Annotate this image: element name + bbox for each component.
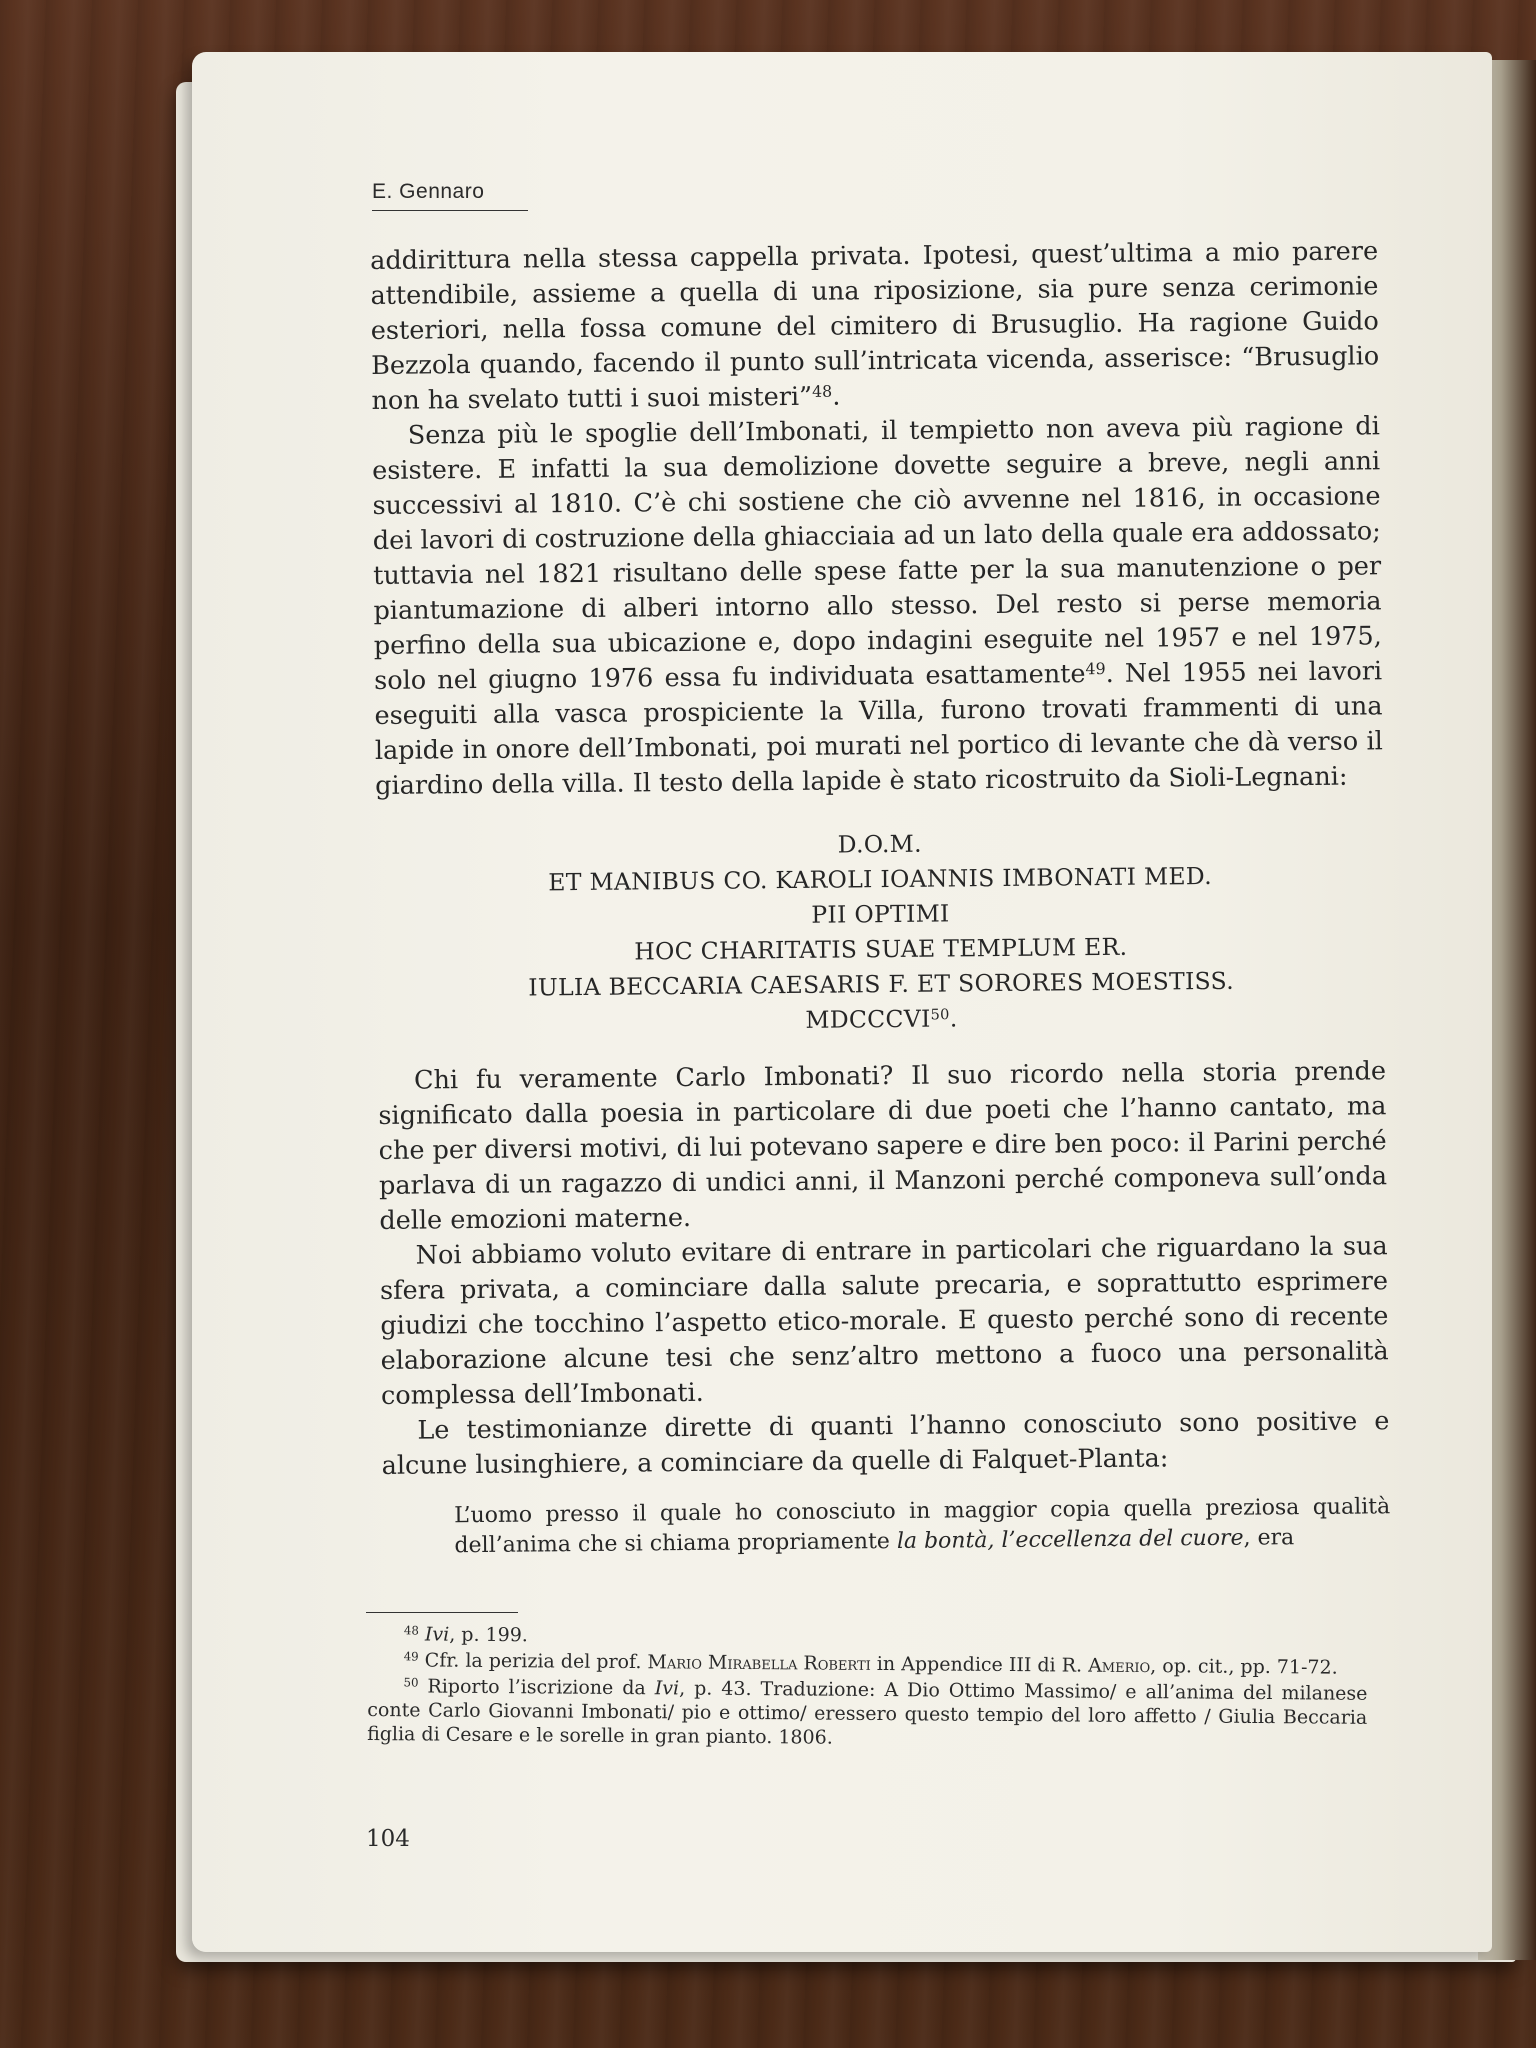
quote-italic: la bontà, l’eccellenza del cuore [896, 1525, 1244, 1555]
inscription-line-4: HOC CHARITATIS SUAE TEMPLUM ER. [634, 932, 1128, 966]
footnote-50-text-2: , p. 43. Traduzione: A Dio Ottimo Massimo/ e all’anima del milanese conte Carlo Giovanni Imbonati/ pio e ottimo/ eressero questo tempio del loro affetto / Giulia Beccaria figlia di Cesare e le sorelle in gran pianto. 1806. [367, 1677, 1368, 1749]
footnote-rule [366, 1612, 518, 1613]
footnote-49-text-2: in Appendice III di R. [870, 1652, 1089, 1677]
footnote-48-italic: Ivi [424, 1623, 450, 1646]
quote-text: L’uomo presso il quale ho conosciuto in maggior copia quella preziosa qualità dell’anima che si chiama propriamente [454, 1494, 1391, 1559]
footnote-48-text: , p. 199. [449, 1623, 528, 1647]
inscription-date-end: . [949, 1004, 958, 1033]
paragraph-2-text: Senza più le spoglie dell’Imbonati, il tempietto non aveva più ragione di esistere. E infatti la sua demolizione dovette seguire a breve, negli anni successivi al 1810. C’è chi sostiene che ciò avvenne nel 1816, in occasione dei lavori di costruzione della ghiacciaia ad un lato della quale era addossato; tuttavia nel 1821 risultano delle spese fatte per la sua manutenzione o per piantumazione di alberi intorno allo stesso. Del resto si perse memoria perfino della sua ubicazione e, dopo indagini eseguite nel 1957 e nel 1975, solo nel giugno 1976 essa fu individuata esattamente [372, 411, 1382, 696]
footnote-48-number: 48 [403, 1623, 419, 1638]
paragraph-2 [372, 409, 1384, 804]
paragraph-4: Noi abbiamo voluto evitare di entrare in particolari che riguardano la sua sfera privata, a cominciare dalla salute precaria, e soprattutto esprimere giudizi che tocchino l’aspetto etico-morale. E questo perché sono di recente elaborazione alcune tesi che senz’altro mettono a fuoco una personalità complessa dell’Imbonati. [379, 1231, 1389, 1411]
paragraph-1-end: . [832, 381, 841, 412]
paragraph-2-end: . Nel 1955 nei lavori eseguiti alla vasca prospiciente la Villa, furono trovati frammenti di una lapide in onore dell’Imbonati, poi murati nel portico di levante che dà verso il giardino della villa. Il testo della lapide è stato ricostruito da Sioli-Legnani: [374, 656, 1383, 801]
paragraph-1 [370, 234, 1380, 419]
footnote-ref-48: 48 [811, 381, 833, 401]
footnote-49-name: Mario Mirabella Roberti [647, 1651, 871, 1675]
inscription-date: MDCCCVI [805, 1004, 931, 1034]
quote-text-end: , era [1243, 1525, 1295, 1551]
footnote-50 [367, 1674, 1368, 1754]
inscription-line-3: PII OPTIMI [811, 899, 950, 929]
footnote-49-text: Cfr. la perizia del prof. [424, 1649, 648, 1674]
main-text [370, 234, 1391, 1562]
footnote-49-number: 49 [403, 1649, 419, 1664]
running-head: E. Gennaro [372, 180, 485, 203]
footnote-50-number: 50 [403, 1675, 419, 1690]
footnote-ref-49: 49 [1085, 659, 1106, 679]
inscription-line-1: D.O.M. [837, 829, 922, 859]
footnote-49-text-3: , op. cit., pp. 71-72. [1150, 1655, 1338, 1679]
paragraph-1-text: addirittura nella stessa cappella privata. Ipotesi, quest’ultima a mio parere attendibile, assieme a quella di una riposizione, sia pure senza cerimonie esteriori, nella fossa comune del cimitero di Brusuglio. Ha ragione Guido Bezzola quando, facendo il punto sull’intricata vicenda, asserisce: “Brusuglio non ha svelato tutti i suoi misteri” [370, 236, 1380, 416]
footnote-ref-50: 50 [930, 1006, 950, 1024]
running-head-rule [372, 210, 528, 211]
page-number: 104 [366, 1826, 410, 1852]
footnote-50-italic: Ivi [654, 1677, 680, 1700]
inscription-line-2: ET MANIBUS CO. KAROLI IOANNIS IMBONATI MED. [548, 861, 1213, 897]
footnote-50-text: Riporto l’iscrizione da [427, 1675, 655, 1700]
block-quote [382, 1492, 1391, 1562]
footnotes [367, 1622, 1368, 1756]
footnote-49-author: Amerio [1088, 1654, 1151, 1678]
paragraph-5: Le testimonianze dirette di quanti l’hanno conosciuto sono positive e alcune lusinghiere, a cominciare da quelle di Falquet-Planta: [381, 1406, 1390, 1481]
paragraph-3: Chi fu veramente Carlo Imbonati? Il suo ricordo nella storia prende significato dalla poesia in particolare di due poeti che l’hanno cantato, ma che per diversi motivi, di lui potevano sapere e dire ben poco: il Parini perché parlava di un ragazzo di undici anni, il Manzoni perché componeva sull’onda delle emozioni materne. [378, 1056, 1388, 1236]
inscription-line-5: IULIA BECCARIA CAESARIS F. ET SORORES MOESTISS. [528, 966, 1235, 1002]
inscription [376, 822, 1386, 1042]
